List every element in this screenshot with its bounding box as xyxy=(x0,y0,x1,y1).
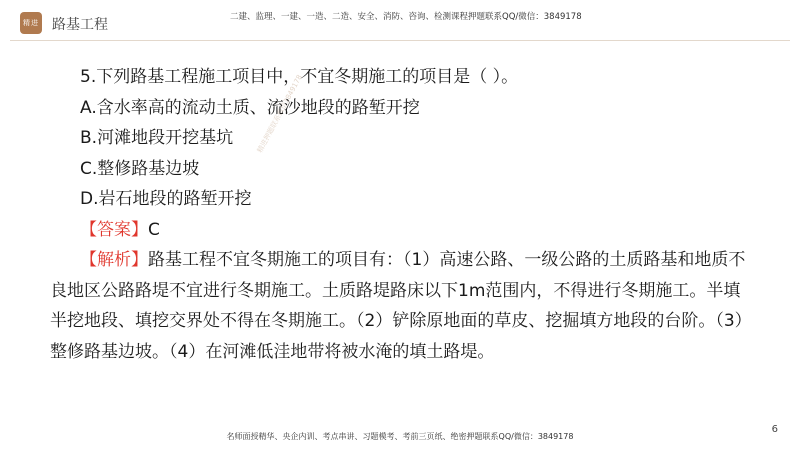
option-b: B.河滩地段开挖基坑 xyxy=(80,128,234,148)
option-c: C.整修路基边坡 xyxy=(80,158,200,179)
header-divider xyxy=(10,40,790,41)
question-stem: 5.下列路基工程施工项目中，不宜冬期施工的项目是（ ）。 xyxy=(80,67,519,87)
section-title: 路基工程 xyxy=(52,17,108,33)
watermark: 精进押题联系微信3849178 xyxy=(255,73,304,155)
header-contact-note: 二建、监理、一建、一造、二造、安全、消防、咨询、检测课程押题联系QQ/微信：3849178 xyxy=(230,12,582,22)
option-a: A.含水率高的流动土质、流沙地段的路堑开挖 xyxy=(80,97,420,118)
option-d: D.岩石地段的路堑开挖 xyxy=(80,189,252,209)
answer-value: C xyxy=(148,219,160,240)
answer-label: 【答案】 xyxy=(80,219,148,240)
logo: 精进 xyxy=(20,12,42,34)
question-block xyxy=(50,62,780,367)
analysis-paragraph xyxy=(50,245,750,367)
page-number: 6 xyxy=(771,424,778,435)
analysis-text: 路基工程不宜冬期施工的项目有：（1）高速公路、一级公路的土质路基和地质不良地区公路路堤不宜进行冬期施工。土质路堤路床以下1m范围内，不得进行冬期施工。半填半挖地段、填挖交界处不得在冬期施工。（2）铲除原地面的草皮、挖掘填方地段的台阶。（3）整修路基边坡。（4）在河滩低洼地带将被水淹的填土路堤。 xyxy=(50,250,746,362)
answer-line xyxy=(80,215,780,246)
analysis-label: 【解析】 xyxy=(80,250,148,270)
footer-note: 名师面授精华、央企内训、考点串讲、习题模考、考前三页纸、绝密押题联系QQ/微信：3849178 xyxy=(226,432,574,441)
